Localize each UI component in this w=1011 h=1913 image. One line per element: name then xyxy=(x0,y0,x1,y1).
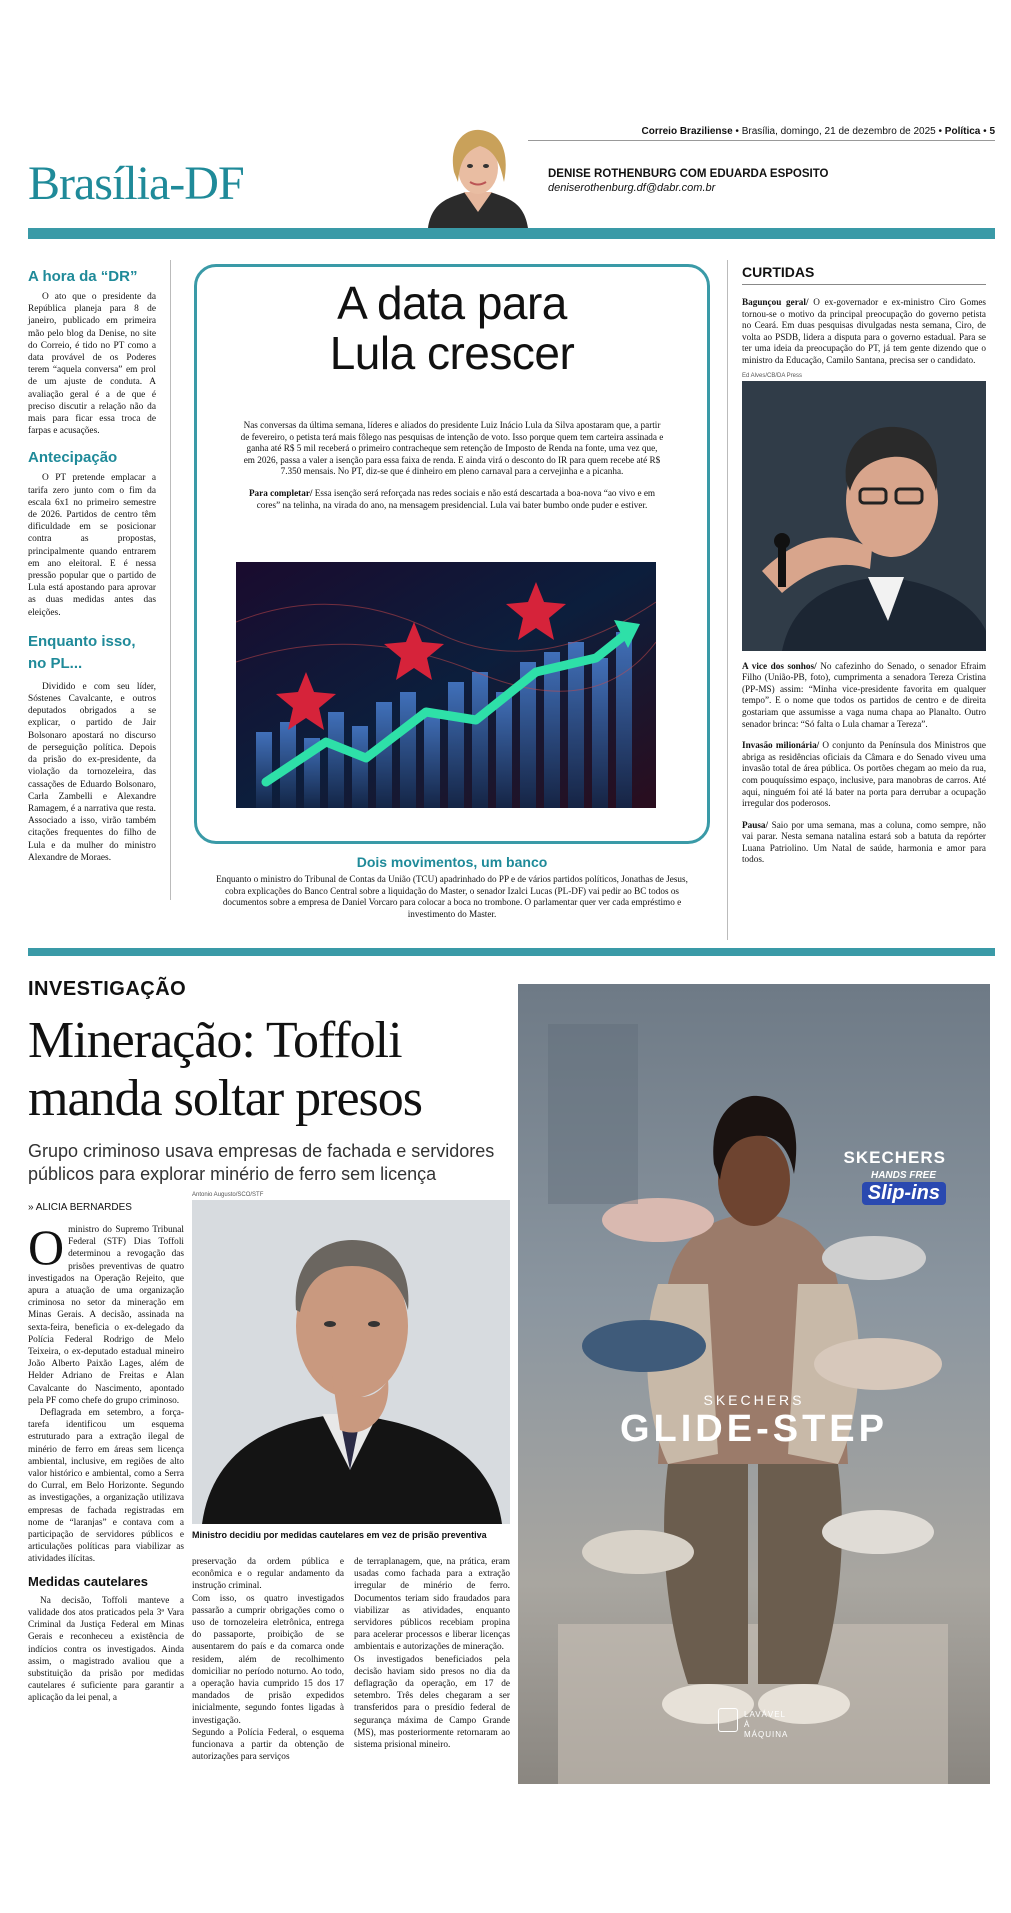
featured-p2-lead: Para completar/ xyxy=(248,487,313,498)
curtidas-note-1 xyxy=(742,297,986,367)
article-deck: Grupo criminoso usava empresas de fachada e servidores públicos para explorar minério de ferro sem licença xyxy=(28,1141,495,1184)
article-headline-line2: manda soltar presos xyxy=(28,1070,423,1127)
dois-text: Enquanto o ministro do Tribunal de Contas da União (TCU) apadrinhado do PP e de vários partidos políticos, Jonathas de Jesus, cobra explicações do Banco Central sobre a liquidação do Master, o senador Izalci Lucas (PL-DF) vai pedir ao BC todos os documentos sobre a empresa de Daniel Vorcaro para colocar a boca no trombone. O parlamentar quer ver cada empréstimo e investimento do Master. xyxy=(216,874,688,919)
ad-tag-handsfree: HANDS FREE xyxy=(870,1170,936,1181)
section-divider-bar xyxy=(28,948,995,956)
featured-title-line2: Lula crescer xyxy=(329,327,575,379)
left-notes-column xyxy=(28,268,156,864)
paper-name: Correio Braziliense xyxy=(641,126,733,137)
article-headline-line1: Mineração: Toffoli xyxy=(28,1012,402,1069)
columnist-portrait xyxy=(418,122,538,228)
curtidas-note-3 xyxy=(742,740,986,810)
growth-illustration xyxy=(236,562,656,808)
dateline: Brasília, domingo, 21 de dezembro de 2025 xyxy=(741,126,936,137)
right-divider xyxy=(727,260,728,940)
curtidas-text-4: Saio por uma semana, mas a coluna, como sempre, não vai parar. Nesta semana natalina estará sob a batuta da repórter Luana Patriolino. Um Natal de saúde, harmonia e amor para todos. xyxy=(742,819,986,865)
featured-p2-text: Essa isenção será reforçada nas redes sociais e não está descartada a boa-nova “ao vivo e em cores” na telinha, na virada do ano, na mensagem presidencial. Lula vai bater bumbo onde puder e estiver. xyxy=(256,487,656,510)
article-photo-caption: Ministro decidiu por medidas cautelares em vez de prisão preventiva xyxy=(192,1530,487,1540)
curtidas-lead-2: A vice dos sonhos/ xyxy=(742,660,817,671)
article-kicker: INVESTIGAÇÃO xyxy=(28,978,187,1000)
article-subhead: Medidas cautelares xyxy=(28,1573,148,1589)
ad-brand: SKECHERS xyxy=(843,1148,946,1167)
column-email: deniserothenburg.df@dabr.com.br xyxy=(548,182,716,194)
note-heading-pl: Enquanto isso, no PL... xyxy=(28,632,136,672)
article-dropcap: O xyxy=(28,1219,65,1275)
article-column-1 xyxy=(28,1219,184,1705)
section-name: Política xyxy=(944,126,981,137)
article-headline xyxy=(28,1012,422,1128)
curtidas-lead-4: Pausa/ xyxy=(742,819,769,830)
curtidas-text-2: No cafezinho do Senado, o senador Efraim Filho (União-PB, foto), cumprimenta a senadora Tereza Cristina (PP-MS) assim: “Minha vice-presidente favorita em qualquer tempo”. E o nome que todos os partidos de centro e de direita gostariam que assumisse a vaga numa chapa ao Planalto. Outro senador brinca: “Só falta o Lula chamar a Tereza”. xyxy=(742,660,987,729)
ad-product: GLIDE-STEP xyxy=(619,1408,889,1450)
dois-title: Dois movimentos, um banco xyxy=(356,854,548,870)
page-number: 5 xyxy=(989,126,995,137)
note-text-pl: Dividido e com seu líder, Sóstenes Cavalcante, e outros deputados obrigados a se explicar, o partido de Jair Bolsonaro apostará no discurso de perseguição política. Depois da prisão do ex-presidente, da violação da tornozeleira, das cassações de Eduardo Bolsonaro, Carla Zambelli e Alexandre Ramagem, é a narrativa que resta. Associado a isso, virão também citações frequentes do filho de Lula e da mulher do ministro Alexandre de Moraes. xyxy=(28,681,156,863)
masthead: Correio Braziliense • Brasília, domingo, 21 de dezembro de 2025 • Política • 5 xyxy=(641,126,995,137)
note-text-dr: O ato que o presidente da República planeja para 8 de janeiro, publicado em primeira mão pelo blog da Denise, no site do Correio, é tido no PT como a data provável de os Poderes terem “aquela conversa” em prol de um ajuste de conduta. A avaliação geral é a de que é preciso discutir a relação não da mais para ficar essa troca de farpas e acusações. xyxy=(28,292,156,437)
article-column-2 xyxy=(192,1556,344,1763)
curtidas-lead-3: Invasão milionária/ xyxy=(742,740,820,751)
header-bar xyxy=(28,228,995,239)
note-heading-dr: A hora da “DR” xyxy=(28,268,138,285)
ad-artwork xyxy=(518,984,990,1784)
featured-title-line1: A data para xyxy=(337,277,567,329)
note-text-antecipacao: O PT pretende emplacar a tarifa zero junto com o fim da escala 6x1 no primeiro semestre de 2026. Partidos de centro têm dificuldade em se posicionar contra as propostas, principalmente quando entrarem em ano eleitoral. E é nessa pressão popular que o partido de Lula está apostando para aprovar as duas medidas antes das eleições. xyxy=(28,473,156,618)
senator-photo xyxy=(742,381,986,651)
curtidas-photo-credit: Ed Alves/CB/DA Press xyxy=(742,372,803,379)
featured-title xyxy=(200,278,704,378)
article-photo-credit: Antonio Augusto/SCO/STF xyxy=(192,1192,264,1198)
curtidas-note-2 xyxy=(742,661,986,731)
toffoli-photo xyxy=(192,1200,510,1524)
curtidas-column xyxy=(742,264,986,866)
note-heading-antecipacao: Antecipação xyxy=(28,449,118,467)
ad-tag-slipins: Slip-ins xyxy=(862,1182,946,1205)
curtidas-note-4 xyxy=(742,820,986,866)
curtidas-text-1: O ex-governador e ex-ministro Ciro Gomes tornou-se o motivo da principal preocupação do governo petista no Ceará. Em duas pesquisas divulgadas nesta semana, Ciro, de volta ao PSDB, lidera a disputa para o governo estadual. Para se ter uma ideia da preocupação do PT, já tem gente dizendo que o ministro da Educação, Camilo Santana, precisa ser o candidato. xyxy=(742,297,986,365)
ad-brand-2: SKECHERS xyxy=(703,1392,805,1408)
featured-p2 xyxy=(240,488,664,511)
ad-care-text: LAVÁVEL À MÁQUINA xyxy=(744,1710,789,1739)
article-text-1b: Deflagrada em setembro, a força-tarefa identificou um esquema estruturado para a extração ilegal de minério de ferro em áreas sem licença ambiental, inclusive, em regiões de alto valor histórico e ambiental, como a Serra do Curral, em Belo Horizonte. Segundo as investigações, a organização utilizava empresas de fachada registradas em nome de “laranjas” e contava com a participação de servidores públicos e articulações políticas para viabilizar as atividades ilícitas. xyxy=(28,1408,184,1565)
washable-icon xyxy=(718,1708,738,1732)
article-text-3: de terraplanagem, que, na prática, eram usadas como fachada para a extração irregular de minério de ferro. Documentos teriam sido fraudados para viabilizar as atividades, enquanto servidores públicos recebiam propina para acelerar processos e liberar licenças ambientais e autorizações de mineração. Os investigados beneficiados pela decisão haviam sido presos no dia da deflagração da operação, em 17 de setembro. Três deles chegaram a ser transferidos para o presídio federal de segurança máxima de Campo Grande (MS), mas posteriormente retornaram ao sistema prisional mineiro. xyxy=(354,1557,510,1751)
article-column-3 xyxy=(354,1556,510,1751)
curtidas-lead-1: Bagunçou geral/ xyxy=(742,297,809,307)
article-text-2: preservação da ordem pública e econômica e o regular andamento da instrução criminal. Com isso, os quatro investigados passarão a cumprir obrigações como o uso de tornozeleira eletrônica, entrega do passaporte, proibição de se ausentarem do país e da comarca onde residem, além de recolhimento domiciliar no período noturno. Ao todo, a operação havia cumprido 15 dos 17 mandados de prisão expedidos inicialmente, segundo fontes ligadas à investigação. Segundo a Polícia Federal, o esquema funcionava a partir da obtenção de autorizações para serviços xyxy=(192,1557,344,1763)
column-authors: DENISE ROTHENBURG COM EDUARDA ESPOSITO xyxy=(548,168,829,180)
skechers-ad xyxy=(518,984,990,1784)
featured-p1: Nas conversas da última semana, líderes e aliados do presidente Luiz Inácio Lula da Silva apostaram que, a partir de fevereiro, o petista terá mais fôlego nas pesquisas de intenção de voto. Isso porque quem tem carteira assinada e ganha até R$ 5 mil receberá o primeiro contracheque sem retenção de Imposto de Renda na fonte, uma vez que, em 2026, passa a valer a isenção para essa faixa de renda. E ainda virá o desconto do IR para quem recebe até R$ 7.350 mensais. No PT, diz-se que é dinheiro em pleno carnaval para a cervejinha e a picanha. xyxy=(240,420,664,477)
article-byline: » ALICIA BERNARDES xyxy=(28,1202,132,1213)
curtidas-title: CURTIDAS xyxy=(742,264,986,285)
article-text-1a: ministro do Supremo Tribunal Federal (STF) Dias Toffoli determinou a revogação das prisões preventivas de quatro investigados na Operação Rejeito, que apura a atuação de uma organização criminosa no setor da mineração em Minas Gerais. A decisão, assinada na sexta-feira, beneficia o ex-delegado da Polícia Federal Rodrigo de Melo Teixeira, o ex-deputado estadual mineiro João Alberto Paixão Lages, além de Helder Adriano de Freitas e Alan Cavalcante do Nascimento, apontado pela PF como chefe do grupo criminoso. xyxy=(28,1225,184,1406)
left-divider xyxy=(170,260,171,900)
featured-text xyxy=(240,420,664,511)
curtidas-text-3: O conjunto da Península dos Ministros que abriga as residências oficiais da Câmara e do Senado viveu uma invasão total de área pública. Os portões chegam ao meio da rua, com pouquíssimo espaço, inclusive, para manobras de carros. Até aqui, ninguém foi até lá bater na porta para derrubar a ocupação irregular dos poderosos. xyxy=(742,740,986,809)
article-text-1c: Na decisão, Toffoli manteve a validade dos atos praticados pela 3ª Vara Criminal da Justiça Federal em Minas Gerais e reconheceu a existência de indícios contra os investigados. Ainda assim, o magistrado avaliou que a substituição da prisão por medidas cautelares é suficiente para garantir a aplicação da lei penal, a xyxy=(28,1595,184,1704)
column-title: Brasília-DF xyxy=(28,157,244,210)
masthead-rule xyxy=(528,140,995,141)
